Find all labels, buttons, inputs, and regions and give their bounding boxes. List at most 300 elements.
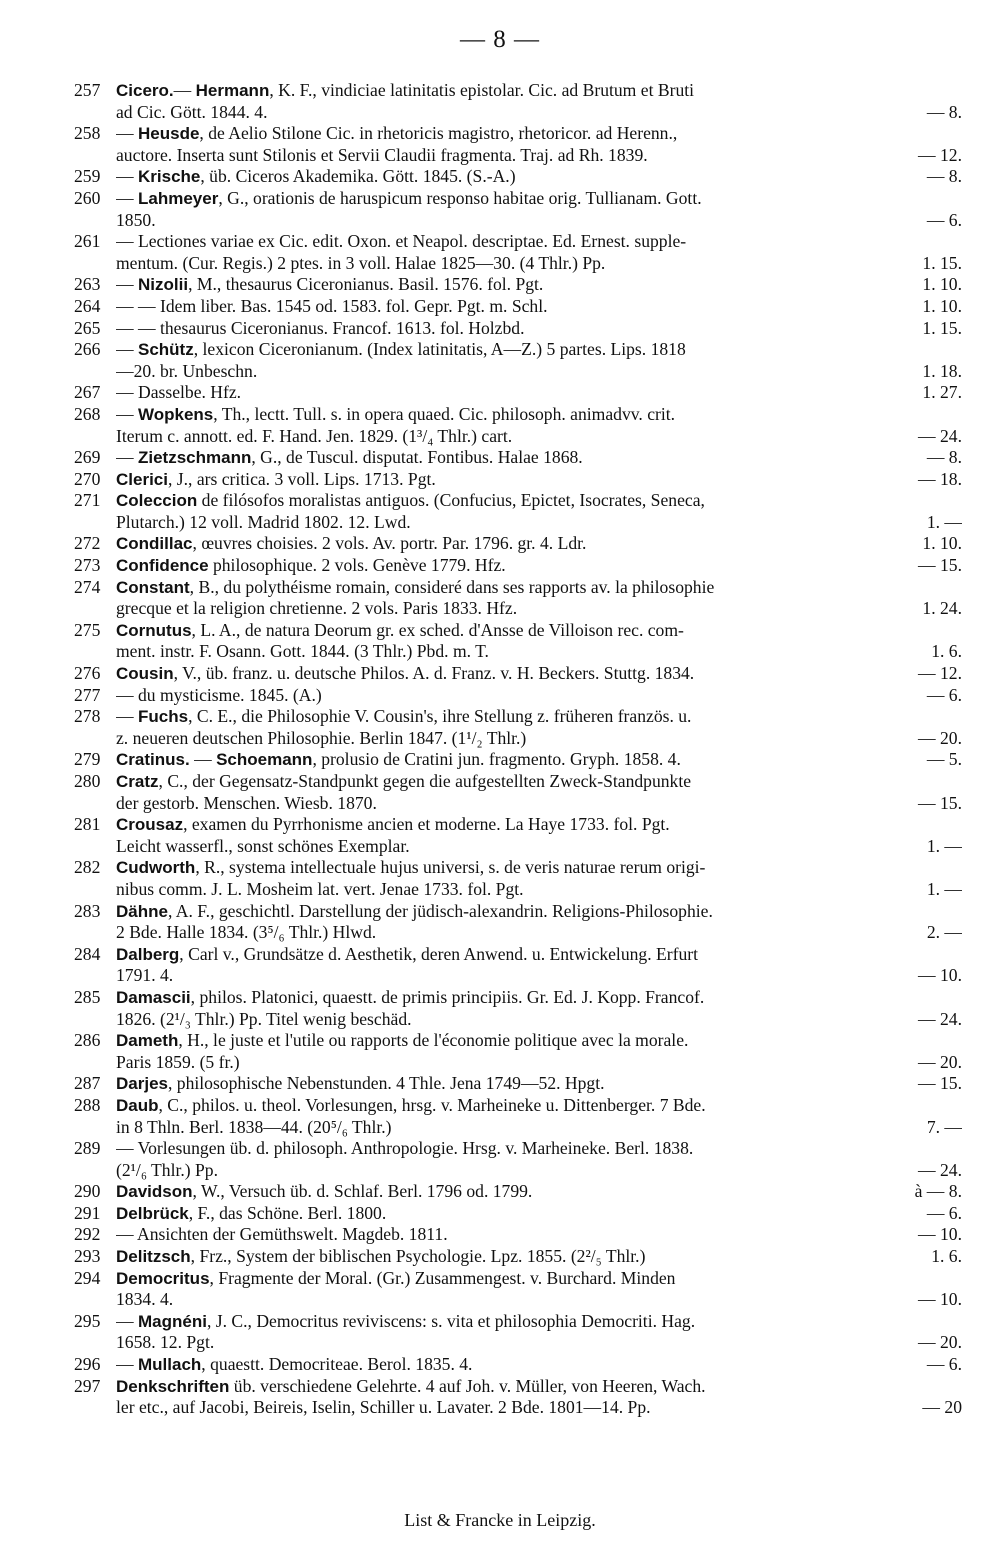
entry-line — [116, 685, 962, 707]
entry-price: — 20. — [918, 1332, 962, 1353]
entry-description: ad Cic. Gött. 1844. 4. — [116, 101, 268, 122]
entry-line — [116, 793, 962, 815]
entry-price: — 6. — [926, 209, 962, 230]
entry-number: 285 — [74, 986, 101, 1007]
entry-text — [116, 944, 954, 966]
entry-text — [116, 102, 919, 124]
entry-price: 1. — — [926, 511, 962, 532]
catalog-entry — [74, 274, 962, 296]
entry-number: 270 — [74, 468, 101, 489]
entry-heading: Mullach — [138, 1355, 202, 1375]
entry-heading: Schütz — [138, 340, 194, 360]
entry-text — [116, 728, 910, 750]
entry-line — [116, 922, 962, 944]
entry-text — [116, 749, 919, 771]
entry-line — [116, 404, 962, 426]
entry-number: 290 — [74, 1181, 101, 1202]
entry-description: 1658. 12. Pgt. — [116, 1332, 215, 1353]
entry-description: , Frz., System der biblischen Psychologie. Lpz. 1855. (2²/₅ Thlr.) — [190, 1246, 646, 1267]
entry-line — [116, 965, 962, 987]
entry-number: 275 — [74, 619, 101, 640]
entry-description: , L. A., de natura Deorum gr. ex sched. d'Ansse de Villoison rec. com- — [191, 619, 684, 640]
entry-line — [116, 426, 962, 448]
entry-text — [116, 210, 919, 232]
catalog-entry — [74, 339, 962, 382]
entry-heading: Dameth — [116, 1031, 179, 1051]
entry-heading: Wopkens — [138, 404, 214, 424]
entry-number: 279 — [74, 749, 101, 770]
entry-text — [116, 620, 954, 642]
entry-text — [116, 836, 919, 858]
entry-text — [116, 1009, 910, 1031]
entry-text — [116, 1160, 910, 1182]
catalog-entries — [74, 80, 962, 1419]
entry-body — [116, 749, 962, 771]
entry-number: 284 — [74, 943, 101, 964]
entry-heading: Condillac — [116, 534, 193, 554]
entry-text — [116, 706, 954, 728]
entry-text — [116, 1289, 910, 1311]
entry-description: — — [116, 166, 138, 187]
entry-description: , œuvres choisies. 2 vols. Av. portr. Par. 1796. gr. 4. Ldr. — [192, 533, 587, 554]
entry-price: 1. 27. — [922, 382, 962, 403]
catalog-entry — [74, 123, 962, 166]
entry-description: , C., philos. u. theol. Vorlesungen, hrsg. v. Marheineke u. Dittenberger. 7 Bde. — [158, 1094, 706, 1115]
entry-number: 296 — [74, 1354, 101, 1375]
catalog-entry — [74, 1073, 962, 1095]
entry-heading: Magnéni — [138, 1311, 207, 1331]
entry-heading: Crousaz — [116, 815, 184, 835]
entry-body — [116, 1376, 962, 1419]
entry-text — [116, 1117, 919, 1139]
entry-body — [116, 447, 962, 469]
entry-heading: Clerici — [116, 469, 168, 489]
entry-heading: Zietzschmann — [138, 448, 252, 468]
entry-number: 271 — [74, 490, 101, 511]
entry-number: 276 — [74, 663, 101, 684]
entry-heading: Democritus — [116, 1268, 210, 1288]
entry-body — [116, 296, 962, 318]
entry-description: , Th., lectt. Tull. s. in opera quaed. Cic. philosoph. animadvv. crit. — [213, 403, 676, 424]
entry-price: — 24. — [918, 1159, 962, 1180]
entry-heading: Hermann — [195, 81, 270, 100]
entry-line — [116, 210, 962, 232]
entry-heading: Cratinus. — [116, 750, 190, 770]
entry-number: 266 — [74, 339, 101, 360]
entry-line — [116, 1203, 962, 1225]
entry-line — [116, 944, 962, 966]
entry-line — [116, 641, 962, 663]
entry-description: , G., de Tuscul. disputat. Fontibus. Halae 1868. — [251, 447, 583, 468]
entry-line — [116, 123, 962, 145]
entry-line — [116, 749, 962, 771]
entry-text — [116, 1224, 910, 1246]
entry-body — [116, 620, 962, 663]
entry-price: 1. 10. — [922, 274, 962, 295]
entry-body — [116, 533, 962, 555]
entry-text — [116, 166, 919, 188]
entry-line — [116, 728, 962, 750]
entry-text — [116, 296, 914, 318]
entry-description: — — [173, 80, 196, 100]
entry-text — [116, 1052, 910, 1074]
entry-body — [116, 1354, 962, 1376]
entry-line — [116, 1397, 962, 1419]
entry-body — [116, 80, 962, 123]
entry-description: — — [116, 1354, 138, 1375]
catalog-entry — [74, 1268, 962, 1311]
entry-body — [116, 555, 962, 577]
entry-number: 289 — [74, 1138, 101, 1159]
entry-line — [116, 1354, 962, 1376]
entry-price: — 12. — [918, 144, 962, 165]
entry-text — [116, 555, 910, 577]
entry-description: — — Idem liber. Bas. 1545 od. 1583. fol. Gepr. Pgt. m. Schl. — [116, 295, 548, 316]
entry-text — [116, 641, 923, 663]
entry-body — [116, 1246, 962, 1268]
entry-number: 265 — [74, 317, 101, 338]
entry-line — [116, 1289, 962, 1311]
entry-heading: Confidence — [116, 556, 209, 576]
entry-description: , prolusio de Cratini jun. fragmento. Gryph. 1858. 4. — [312, 749, 681, 770]
entry-price: — 18. — [918, 468, 962, 489]
entry-line — [116, 361, 962, 383]
entry-text — [116, 1138, 954, 1160]
catalog-entry — [74, 749, 962, 771]
page-number: — 8 — — [460, 26, 540, 53]
entry-description: (2¹/₆ Thlr.) Pp. — [116, 1159, 218, 1180]
entry-heading: Damascii — [116, 987, 191, 1007]
entry-line — [116, 663, 962, 685]
entry-number: 274 — [74, 576, 101, 597]
catalog-entry — [74, 1138, 962, 1181]
entry-price: — 8. — [926, 447, 962, 468]
entry-line — [116, 1095, 962, 1117]
entry-number: 287 — [74, 1073, 101, 1094]
entry-price: — 8. — [926, 101, 962, 122]
catalog-entry — [74, 1181, 962, 1203]
entry-body — [116, 901, 962, 944]
entry-line — [116, 1376, 962, 1398]
catalog-entry — [74, 1224, 962, 1246]
entry-price: — 15. — [918, 555, 962, 576]
entry-number: 259 — [74, 166, 101, 187]
entry-description: , H., le juste et l'utile ou rapports de l'économie politique avec la morale. — [178, 1030, 689, 1051]
entry-description: — Lectiones variae ex Cic. edit. Oxon. et Neapol. descriptae. Ed. Ernest. supple- — [116, 231, 687, 252]
entry-line — [116, 1332, 962, 1354]
entry-text — [116, 339, 954, 361]
entry-price: — 5. — [926, 749, 962, 770]
entry-price: — 20. — [918, 727, 962, 748]
catalog-entry — [74, 987, 962, 1030]
entry-body — [116, 404, 962, 447]
catalog-entry — [74, 1311, 962, 1354]
entry-description: z. neueren deutschen Philosophie. Berlin 1847. (1¹/₂ Thlr.) — [116, 727, 527, 748]
entry-heading: Cratz — [116, 772, 159, 791]
entry-description: 1791. 4. — [116, 965, 174, 986]
entry-number: 269 — [74, 447, 101, 468]
entry-line — [116, 1052, 962, 1074]
entry-price: — 24. — [918, 1008, 962, 1029]
catalog-entry — [74, 814, 962, 857]
entry-line — [116, 145, 962, 167]
catalog-entry — [74, 1095, 962, 1138]
entry-text — [116, 1311, 954, 1333]
entry-heading: Krische — [138, 167, 201, 187]
entry-text — [116, 771, 954, 793]
entry-price: 1. 15. — [922, 252, 962, 273]
entry-body — [116, 1095, 962, 1138]
entry-description: — — [189, 749, 217, 770]
entry-line — [116, 1073, 962, 1095]
entry-line — [116, 231, 962, 253]
entry-body — [116, 685, 962, 707]
entry-description: der gestorb. Menschen. Wiesb. 1870. — [116, 792, 377, 813]
entry-description: mentum. (Cur. Regis.) 2 ptes. in 3 voll. Halae 1825—30. (4 Thlr.) Pp. — [116, 252, 606, 273]
entry-text — [116, 253, 914, 275]
entry-price: 1. — — [926, 835, 962, 856]
entry-description: Paris 1859. (5 fr.) — [116, 1051, 240, 1072]
entry-description: 1826. (2¹/₃ Thlr.) Pp. Titel wenig beschäd. — [116, 1008, 412, 1029]
entry-heading: Constant — [116, 577, 190, 597]
entry-price: — 10. — [918, 965, 962, 986]
entry-description: , examen du Pyrrhonisme ancien et moderne. La Haye 1733. fol. Pgt. — [183, 814, 670, 835]
entry-heading: Cousin — [116, 664, 174, 684]
entry-body — [116, 188, 962, 231]
entry-text — [116, 901, 954, 923]
entry-description: , W., Versuch üb. d. Schlaf. Berl. 1796 od. 1799. — [192, 1181, 533, 1202]
entry-line — [116, 555, 962, 577]
entry-price: — 15. — [918, 1073, 962, 1094]
entry-line — [116, 318, 962, 340]
entry-text — [116, 793, 910, 815]
entry-body — [116, 339, 962, 382]
publisher-footer: List & Francke in Leipzig. — [404, 1510, 596, 1530]
entry-text — [116, 965, 910, 987]
entry-text — [116, 1268, 954, 1290]
entry-line — [116, 166, 962, 188]
entry-text — [116, 469, 910, 491]
entry-text — [116, 274, 914, 296]
entry-number: 291 — [74, 1202, 101, 1223]
entry-line — [116, 814, 962, 836]
entry-line — [116, 102, 962, 124]
catalog-entry — [74, 577, 962, 620]
entry-line — [116, 80, 962, 102]
entry-heading: Cornutus — [116, 620, 192, 640]
entry-description: auctore. Inserta sunt Stilonis et Servii Claudii fragmenta. Traj. ad Rh. 1839. — [116, 144, 648, 165]
catalog-entry — [74, 533, 962, 555]
entry-heading: Nizolii — [138, 275, 189, 295]
entry-price: — 15. — [918, 792, 962, 813]
entry-description: , Carl v., Grundsätze d. Aesthetik, deren Anwend. u. Entwickelung. Erfurt — [179, 943, 699, 964]
entry-line — [116, 1311, 962, 1333]
entry-number: 273 — [74, 555, 101, 576]
entry-heading: Dähne — [116, 901, 168, 921]
entry-number: 264 — [74, 295, 101, 316]
entry-price: — 20. — [918, 1051, 962, 1072]
entry-price: — 10. — [918, 1289, 962, 1310]
entry-price: 2. — — [926, 922, 962, 943]
entry-line — [116, 901, 962, 923]
entry-description: , C. E., die Philosophie V. Cousin's, ihre Stellung z. früheren französ. u. — [188, 706, 692, 727]
entry-line — [116, 1117, 962, 1139]
entry-heading: Daub — [116, 1095, 159, 1115]
catalog-entry — [74, 1376, 962, 1419]
entry-description: , B., du polythéisme romain, consideré dans ses rapports av. la philosophie — [189, 576, 715, 597]
entry-price: — 6. — [926, 1354, 962, 1375]
entry-heading: Darjes — [116, 1074, 168, 1094]
entry-description: de filósofos moralistas antiguos. (Confucius, Epictet, Isocrates, Seneca, — [197, 490, 705, 511]
entry-body — [116, 1311, 962, 1354]
entry-description: — Dasselbe. Hfz. — [116, 382, 242, 403]
entry-heading: Heusde — [138, 124, 200, 144]
entry-description: ment. instr. F. Osann. Gott. 1844. (3 Thlr.) Pbd. m. T. — [116, 641, 489, 662]
entry-description: , F., das Schöne. Berl. 1800. — [188, 1202, 387, 1223]
entry-description: — — [116, 187, 138, 208]
entry-line — [116, 382, 962, 404]
entry-description: — — [116, 403, 138, 424]
catalog-entry — [74, 80, 962, 123]
entry-number: 288 — [74, 1094, 101, 1115]
entry-line — [116, 857, 962, 879]
entry-line — [116, 598, 962, 620]
entry-text — [116, 1397, 914, 1419]
entry-body — [116, 1073, 962, 1095]
entry-heading: Schoemann — [216, 750, 313, 770]
entry-text — [116, 879, 919, 901]
entry-body — [116, 166, 962, 188]
entry-line — [116, 1246, 962, 1268]
catalog-entry — [74, 166, 962, 188]
entry-description: , K. F., vindiciae latinitatis epistolar. Cic. ad Brutum et Bruti — [269, 80, 695, 100]
entry-body — [116, 231, 962, 274]
entry-description: , üb. Ciceros Akademika. Gött. 1845. (S.-A.) — [200, 166, 516, 187]
entry-text — [116, 1246, 923, 1268]
entry-body — [116, 706, 962, 749]
entry-price: 1. — — [926, 878, 962, 899]
entry-line — [116, 577, 962, 599]
entry-text — [116, 577, 954, 599]
entry-description: üb. verschiedene Gelehrte. 4 auf Joh. v. Müller, von Heeren, Wach. — [229, 1375, 706, 1396]
entry-description: nibus comm. J. L. Mosheim lat. vert. Jenae 1733. fol. Pgt. — [116, 878, 524, 899]
catalog-entry — [74, 231, 962, 274]
entry-heading: Dalberg — [116, 944, 180, 964]
catalog-entry — [74, 318, 962, 340]
entry-price: 1. 24. — [922, 598, 962, 619]
entry-price: à — 8. — [914, 1181, 962, 1202]
entry-text — [116, 1095, 954, 1117]
entry-number: 261 — [74, 231, 101, 252]
entry-description: 2 Bde. Halle 1834. (3⁵/₆ Thlr.) Hlwd. — [116, 922, 377, 943]
entry-description: , C., der Gegensatz-Standpunkt gegen die aufgestellten Zweck-Standpunkte — [158, 771, 692, 791]
entry-text — [116, 1332, 910, 1354]
entry-body — [116, 1268, 962, 1311]
entry-line — [116, 1224, 962, 1246]
catalog-entry — [74, 296, 962, 318]
entry-description: , lexicon Ciceronianum. (Index latinitatis, A—Z.) 5 partes. Lips. 1818 — [193, 339, 686, 360]
catalog-entry — [74, 901, 962, 944]
entry-body — [116, 469, 962, 491]
entry-text — [116, 987, 954, 1009]
entry-line — [116, 1181, 962, 1203]
entry-number: 268 — [74, 403, 101, 424]
catalog-entry — [74, 188, 962, 231]
entry-description: 1850. — [116, 209, 156, 230]
entry-text — [116, 663, 910, 685]
entry-price: — 6. — [926, 1202, 962, 1223]
entry-line — [116, 469, 962, 491]
entry-line — [116, 771, 962, 793]
entry-description: — — [116, 339, 138, 360]
entry-price: 1. 6. — [931, 641, 962, 662]
entry-price: 1. 18. — [922, 360, 962, 381]
entry-description: , R., systema intellectuale hujus universi, s. de veris naturae rerum origi- — [195, 857, 706, 878]
entry-description: , G., orationis de haruspicum responso habitae orig. Tullianam. Gott. — [218, 187, 702, 208]
entry-body — [116, 857, 962, 900]
entry-number: 277 — [74, 684, 101, 705]
entry-text — [116, 426, 910, 448]
entry-text — [116, 598, 914, 620]
entry-body — [116, 318, 962, 340]
catalog-entry — [74, 1030, 962, 1073]
entry-heading: Fuchs — [138, 707, 189, 727]
entry-heading: Davidson — [116, 1182, 193, 1202]
entry-body — [116, 123, 962, 166]
entry-description: grecque et la religion chretienne. 2 vols. Paris 1833. Hfz. — [116, 598, 518, 619]
entry-body — [116, 382, 962, 404]
entry-line — [116, 706, 962, 728]
entry-description: — Vorlesungen üb. d. philosoph. Anthropologie. Hrsg. v. Marheineke. Berl. 1838. — [116, 1138, 694, 1159]
entry-body — [116, 663, 962, 685]
entry-line — [116, 1138, 962, 1160]
entry-text — [116, 814, 954, 836]
entry-text — [116, 685, 919, 707]
entry-text — [116, 188, 954, 210]
entry-number: 283 — [74, 900, 101, 921]
entry-text — [116, 1030, 954, 1052]
entry-description: — du mysticisme. 1845. (A.) — [116, 684, 322, 705]
entry-description: , quaestt. Democriteae. Berol. 1835. 4. — [201, 1354, 473, 1375]
entry-text — [116, 1354, 919, 1376]
entry-description: , de Aelio Stilone Cic. in rhetoricis magistro, rhetoricor. ad Herenn., — [199, 123, 678, 144]
entry-description: —20. br. Unbeschn. — [116, 360, 258, 381]
entry-number: 263 — [74, 274, 101, 295]
entry-description: , M., thesaurus Ciceronianus. Basil. 1576. fol. Pgt. — [188, 274, 544, 295]
catalog-entry — [74, 706, 962, 749]
entry-text — [116, 922, 919, 944]
entry-description: — — [116, 447, 138, 468]
entry-number: 278 — [74, 706, 101, 727]
entry-line — [116, 620, 962, 642]
entry-price: — 24. — [918, 425, 962, 446]
entry-text — [116, 80, 954, 102]
entry-number: 292 — [74, 1224, 101, 1245]
catalog-entry — [74, 404, 962, 447]
entry-text — [116, 361, 914, 383]
entry-number: 258 — [74, 123, 101, 144]
entry-price: — 10. — [918, 1224, 962, 1245]
entry-body — [116, 987, 962, 1030]
entry-heading: Delbrück — [116, 1203, 189, 1223]
entry-text — [116, 512, 919, 534]
entry-heading: Denkschriften — [116, 1376, 230, 1396]
entry-line — [116, 253, 962, 275]
catalog-entry — [74, 663, 962, 685]
entry-number: 257 — [74, 80, 101, 100]
entry-line — [116, 274, 962, 296]
entry-line — [116, 447, 962, 469]
